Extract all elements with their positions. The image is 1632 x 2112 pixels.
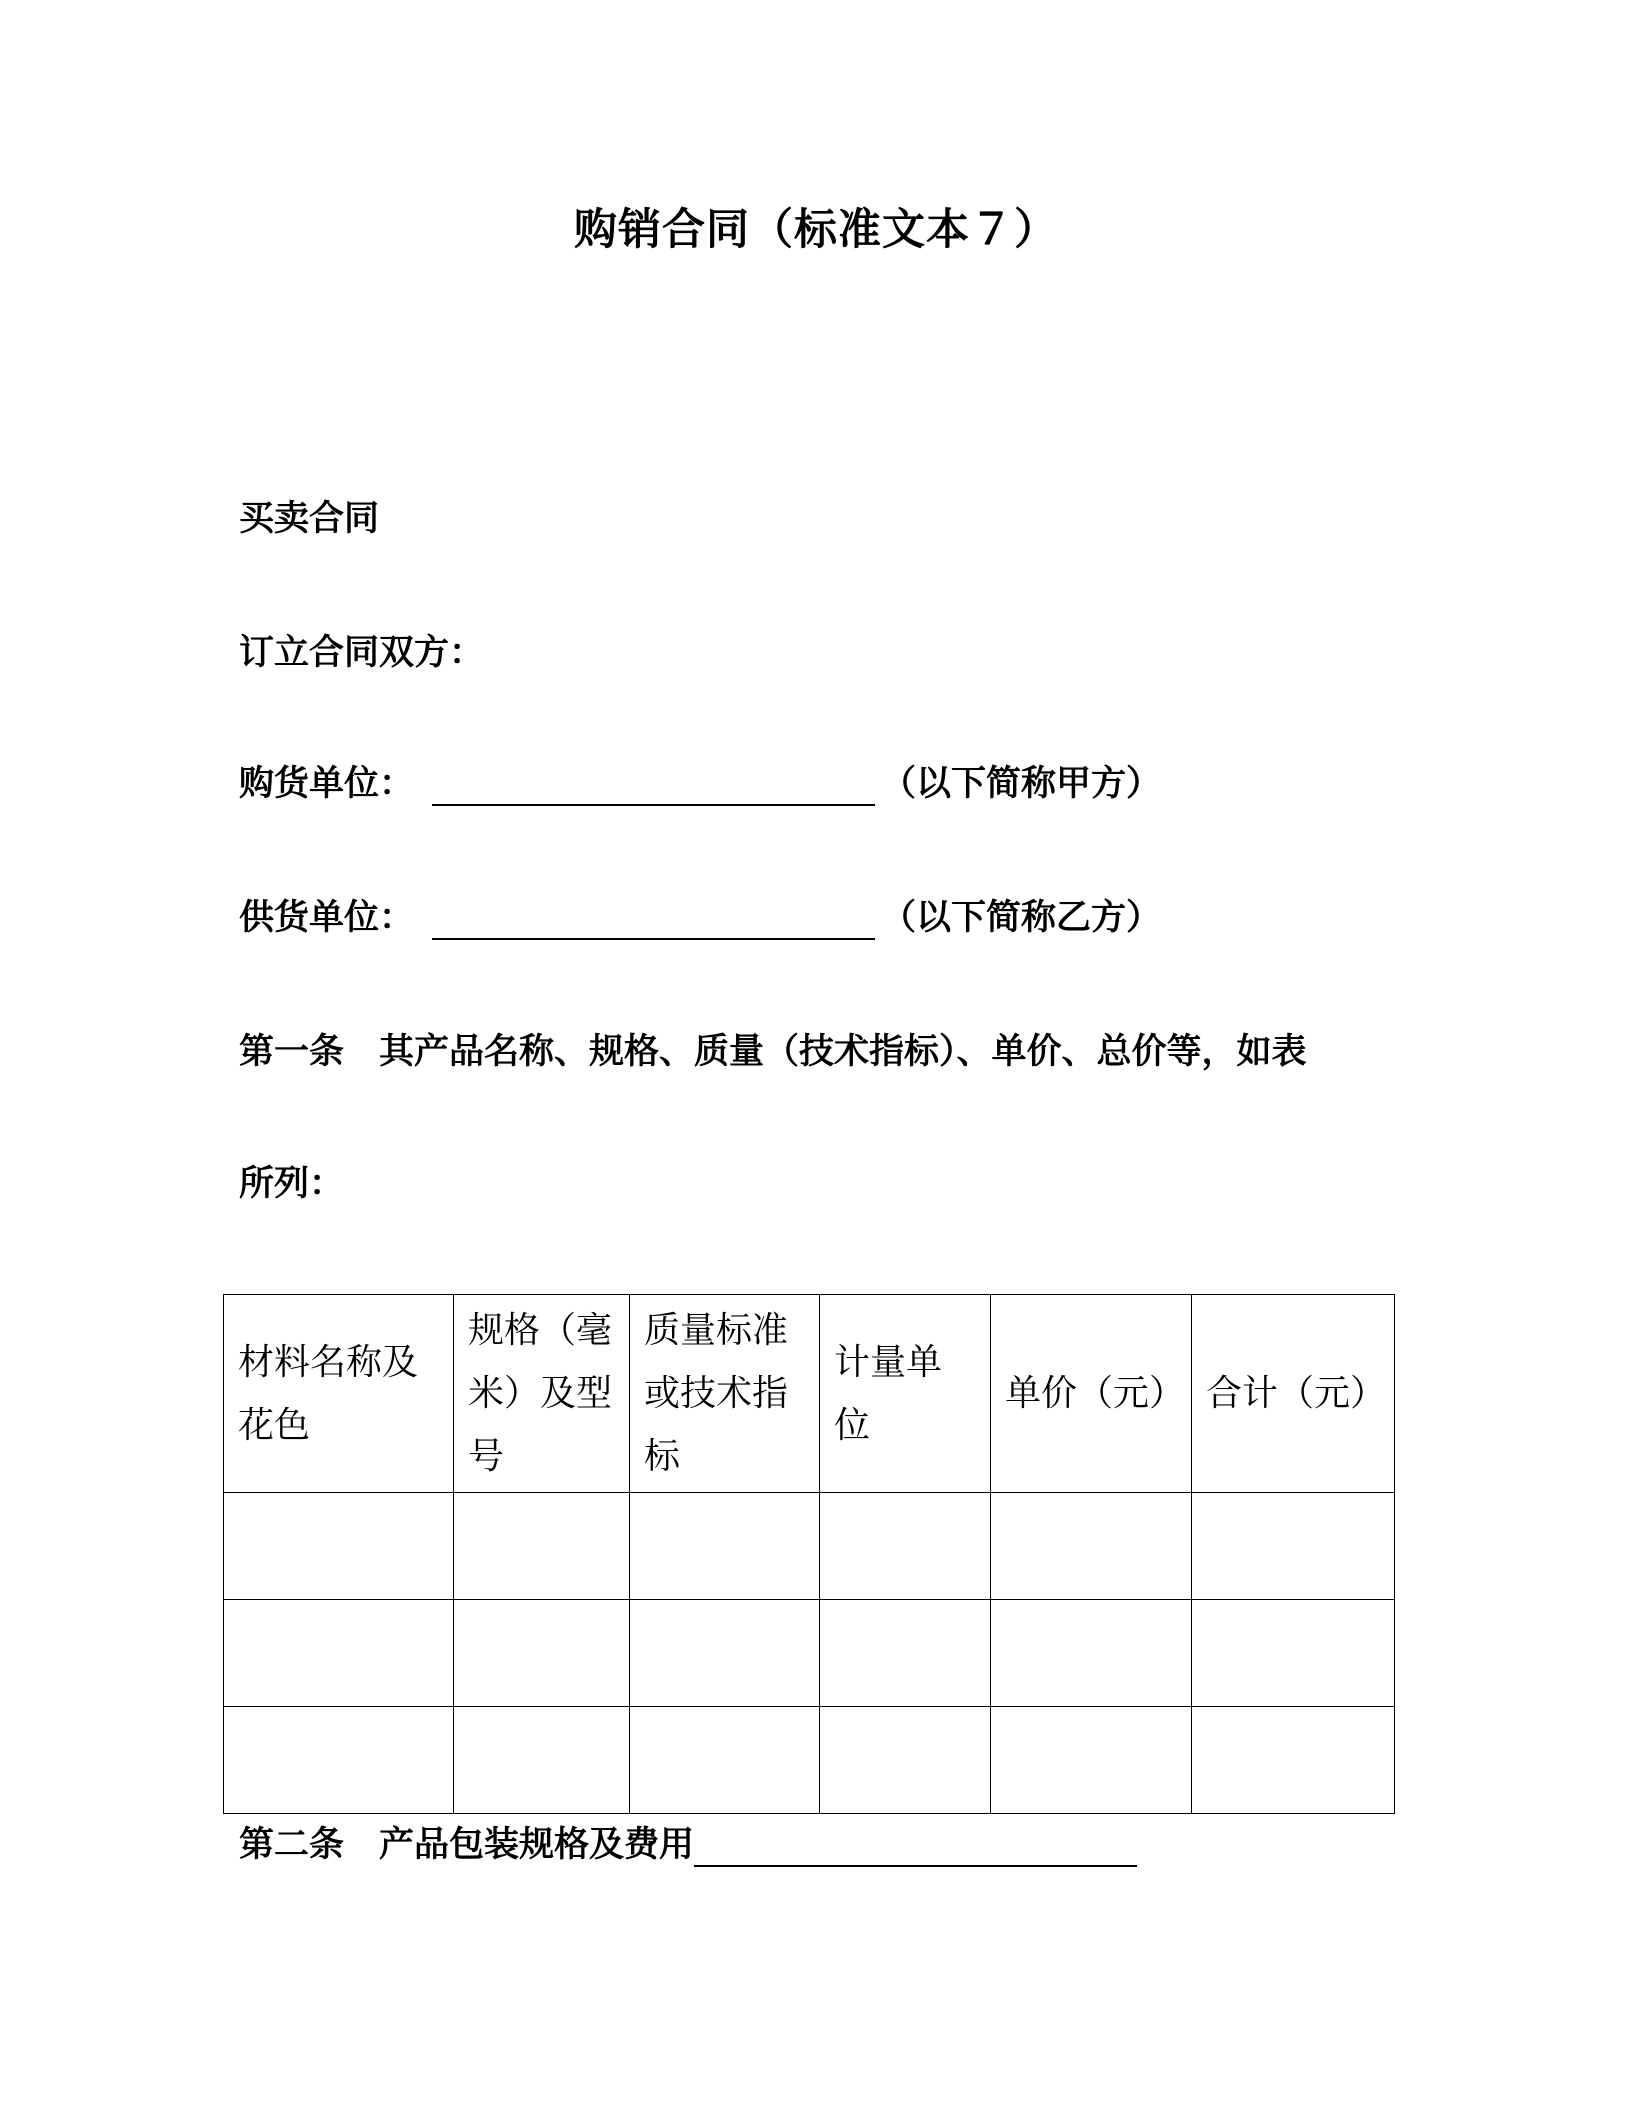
- header-quality-standard: 质量标准或技术指标: [630, 1295, 820, 1493]
- table-cell[interactable]: [1192, 1707, 1395, 1814]
- table-cell[interactable]: [224, 1600, 454, 1707]
- table-cell[interactable]: [630, 1707, 820, 1814]
- seller-name-field[interactable]: [432, 898, 875, 940]
- buyer-row: [239, 762, 1161, 806]
- table-cell[interactable]: [991, 1707, 1192, 1814]
- product-spec-table: [223, 1294, 1395, 1814]
- table-cell[interactable]: [454, 1600, 630, 1707]
- table-cell[interactable]: [820, 1600, 991, 1707]
- packaging-cost-field[interactable]: [694, 1825, 1137, 1867]
- table-cell[interactable]: [630, 1600, 820, 1707]
- seller-row: [239, 896, 1161, 940]
- table-cell[interactable]: [1192, 1600, 1395, 1707]
- table-row: [224, 1600, 1395, 1707]
- table-row: [224, 1707, 1395, 1814]
- seller-label: 供货单位：: [239, 898, 415, 938]
- contract-heading: 买卖合同: [239, 499, 380, 539]
- buyer-name-field[interactable]: [432, 764, 875, 806]
- table-cell[interactable]: [991, 1493, 1192, 1600]
- table-cell[interactable]: [630, 1493, 820, 1600]
- parties-label: 订立合同双方：: [239, 633, 485, 673]
- article1-line1: 第一条 其产品名称、规格、质量（技术指标）、单价、总价等，如表: [239, 1032, 1307, 1072]
- article2-row: [239, 1823, 1137, 1867]
- article1-line2: 所列：: [239, 1164, 345, 1204]
- table-cell[interactable]: [454, 1707, 630, 1814]
- header-total: 合计（元）: [1192, 1295, 1395, 1493]
- header-material-name: 材料名称及花色: [224, 1295, 454, 1493]
- table-cell[interactable]: [820, 1493, 991, 1600]
- buyer-note: （以下简称甲方）: [881, 764, 1162, 804]
- table-cell[interactable]: [820, 1707, 991, 1814]
- table-cell[interactable]: [224, 1707, 454, 1814]
- table-cell[interactable]: [991, 1600, 1192, 1707]
- table-cell[interactable]: [454, 1493, 630, 1600]
- table-cell[interactable]: [224, 1493, 454, 1600]
- header-spec-model: 规格（毫米）及型号: [454, 1295, 630, 1493]
- table-row: [224, 1493, 1395, 1600]
- document-title: 购销合同（标准文本７）: [574, 205, 1058, 255]
- header-unit: 计量单位: [820, 1295, 991, 1493]
- header-unit-price: 单价（元）: [991, 1295, 1192, 1493]
- buyer-label: 购货单位：: [239, 764, 415, 804]
- table-cell[interactable]: [1192, 1493, 1395, 1600]
- seller-note: （以下简称乙方）: [881, 898, 1162, 938]
- table-header-row: [224, 1295, 1395, 1493]
- article2-text: 第二条 产品包装规格及费用: [239, 1825, 695, 1865]
